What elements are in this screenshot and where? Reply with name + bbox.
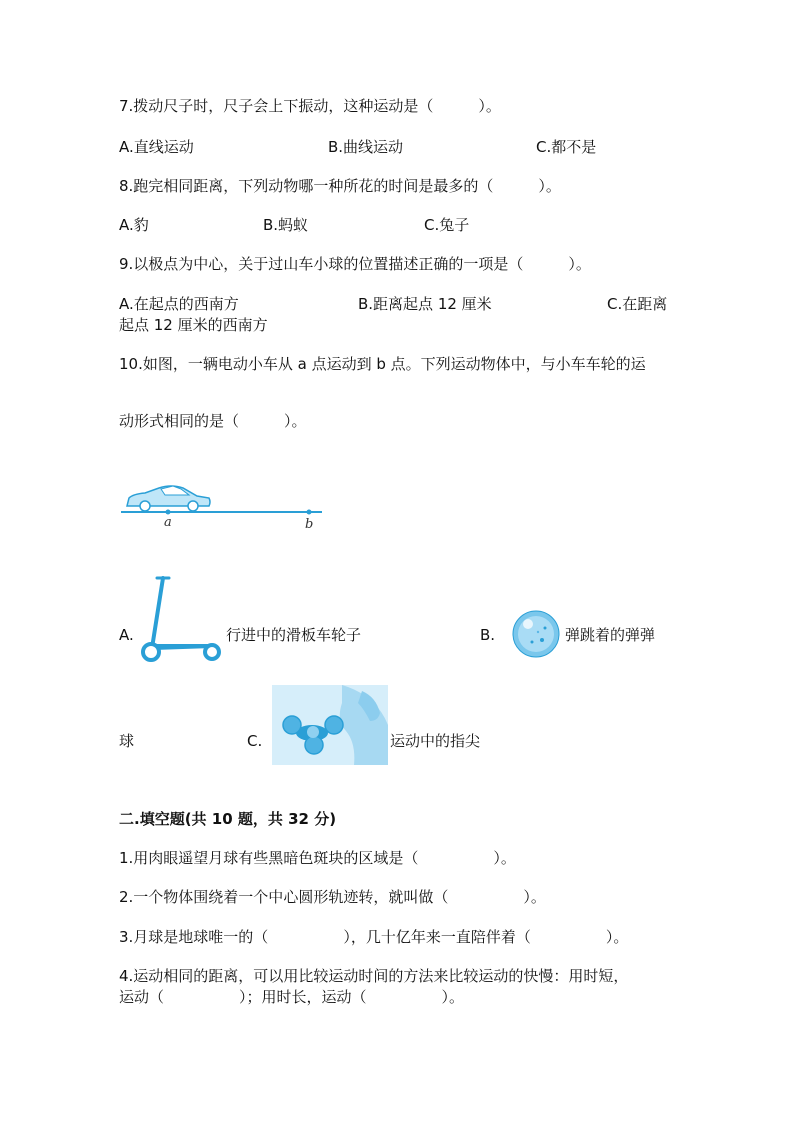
q10-option-b-wrap: 球 (119, 732, 135, 750)
section2-title: 二.填空题(共 10 题，共 32 分) (119, 810, 337, 828)
point-a (166, 510, 171, 515)
s2-q3: 3.月球是地球唯一的（ ），几十亿年来一直陪伴着（ ）。 (119, 928, 629, 946)
fidget-spinner-icon (272, 685, 388, 765)
q10-stem-line1: 10.如图，一辆电动小车从 a 点运动到 b 点。下列运动物体中，与小车车轮的运 (119, 355, 646, 373)
q9-stem: 9.以极点为中心，关于过山车小球的位置描述正确的一项是（ ）。 (119, 255, 591, 273)
q9-option-a: A.在起点的西南方 (119, 295, 239, 313)
q7-option-c: C.都不是 (536, 138, 597, 156)
q8-stem: 8.跑完相同距离，下列动物哪一种所花的时间是最多的（ ）。 (119, 177, 561, 195)
q10-option-b-letter: B. (480, 626, 496, 644)
scooter-icon (140, 572, 224, 662)
car-figure (119, 480, 329, 540)
car-icon (127, 486, 210, 511)
s2-q1: 1.用肉眼遥望月球有些黑暗色斑块的区域是（ ）。 (119, 849, 516, 867)
q9-option-b: B.距离起点 12 厘米 (358, 295, 492, 313)
q10-option-b-text: 弹跳着的弹弹 (565, 626, 656, 644)
q8-option-c: C.兔子 (424, 216, 470, 234)
q10-stem-line2: 动形式相同的是（ ）。 (119, 412, 307, 430)
q8-option-a: A.豹 (119, 216, 149, 234)
q9-option-c-wrap: 起点 12 厘米的西南方 (119, 316, 268, 334)
s2-q4-line2: 运动（ ）；用时长，运动（ ）。 (119, 988, 465, 1006)
bouncy-ball-icon (512, 610, 560, 658)
q10-option-a-text: 行进中的滑板车轮子 (226, 626, 362, 644)
s2-q2: 2.一个物体围绕着一个中心圆形轨迹转，就叫做（ ）。 (119, 888, 546, 906)
q8-option-b: B.蚂蚁 (263, 216, 309, 234)
q10-option-a-letter: A. (119, 626, 134, 644)
q7-stem: 7.拨动尺子时，尺子会上下振动，这种运动是（ ）。 (119, 97, 501, 115)
label-b: b (305, 517, 314, 532)
point-b (307, 510, 312, 515)
label-a: a (164, 515, 172, 530)
q10-option-c-text: 运动中的指尖 (390, 732, 481, 750)
q10-option-c-letter: C. (247, 732, 263, 750)
q7-option-a: A.直线运动 (119, 138, 194, 156)
q9-option-c: C.在距离 (607, 295, 668, 313)
q7-option-b: B.曲线运动 (328, 138, 404, 156)
s2-q4-line1: 4.运动相同的距离，可以用比较运动时间的方法来比较运动的快慢：用时短， (119, 967, 629, 985)
